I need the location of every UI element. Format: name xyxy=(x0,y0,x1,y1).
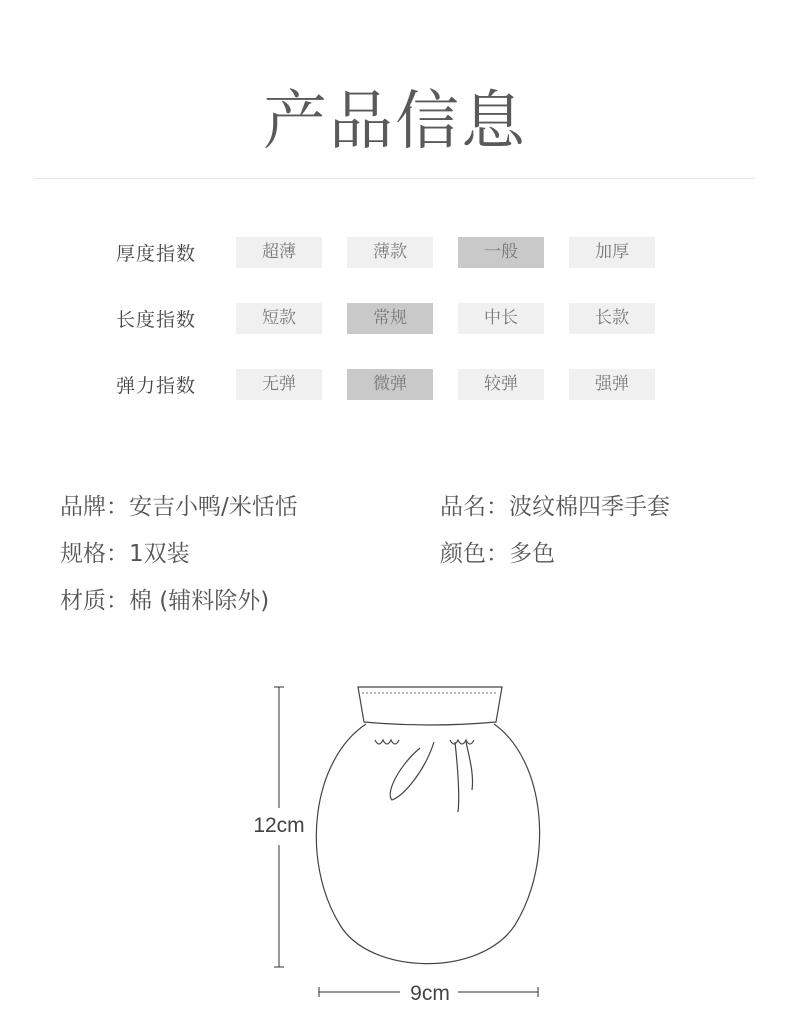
height-label: 12cm xyxy=(253,814,305,837)
option-chip: 强弹 xyxy=(569,369,655,400)
page-title: 产品信息 xyxy=(263,85,527,159)
index-label: 弹力指数 xyxy=(116,374,197,397)
option-chip: 长款 xyxy=(569,303,655,334)
option-chip: 超薄 xyxy=(236,237,322,268)
product-name-value: 波纹棉四季手套 xyxy=(509,494,670,520)
option-chip: 加厚 xyxy=(569,237,655,268)
option-chip: 薄款 xyxy=(347,237,433,268)
index-label: 长度指数 xyxy=(116,308,197,331)
material-value: 棉 (辅料除外) xyxy=(129,588,270,614)
brand-key: 品牌： xyxy=(60,494,129,520)
option-chip: 无弹 xyxy=(236,369,322,400)
option-chip: 较弹 xyxy=(458,369,544,400)
color-value: 多色 xyxy=(509,541,555,567)
color-key: 颜色： xyxy=(440,541,509,567)
index-label: 厚度指数 xyxy=(116,242,197,265)
product-name-key: 品名： xyxy=(440,494,509,520)
option-chip-selected: 一般 xyxy=(458,237,544,268)
brand-value: 安吉小鸭/米恬恬 xyxy=(129,494,298,520)
option-chip: 短款 xyxy=(236,303,322,334)
mitten-illustration xyxy=(316,687,539,964)
option-chip-selected: 常规 xyxy=(347,303,433,334)
spec-key: 规格： xyxy=(60,541,129,567)
option-chip: 中长 xyxy=(458,303,544,334)
material-key: 材质： xyxy=(60,588,129,614)
spec-value: 1双装 xyxy=(129,541,190,567)
width-label: 9cm xyxy=(410,982,450,1005)
option-chip-selected: 微弹 xyxy=(347,369,433,400)
